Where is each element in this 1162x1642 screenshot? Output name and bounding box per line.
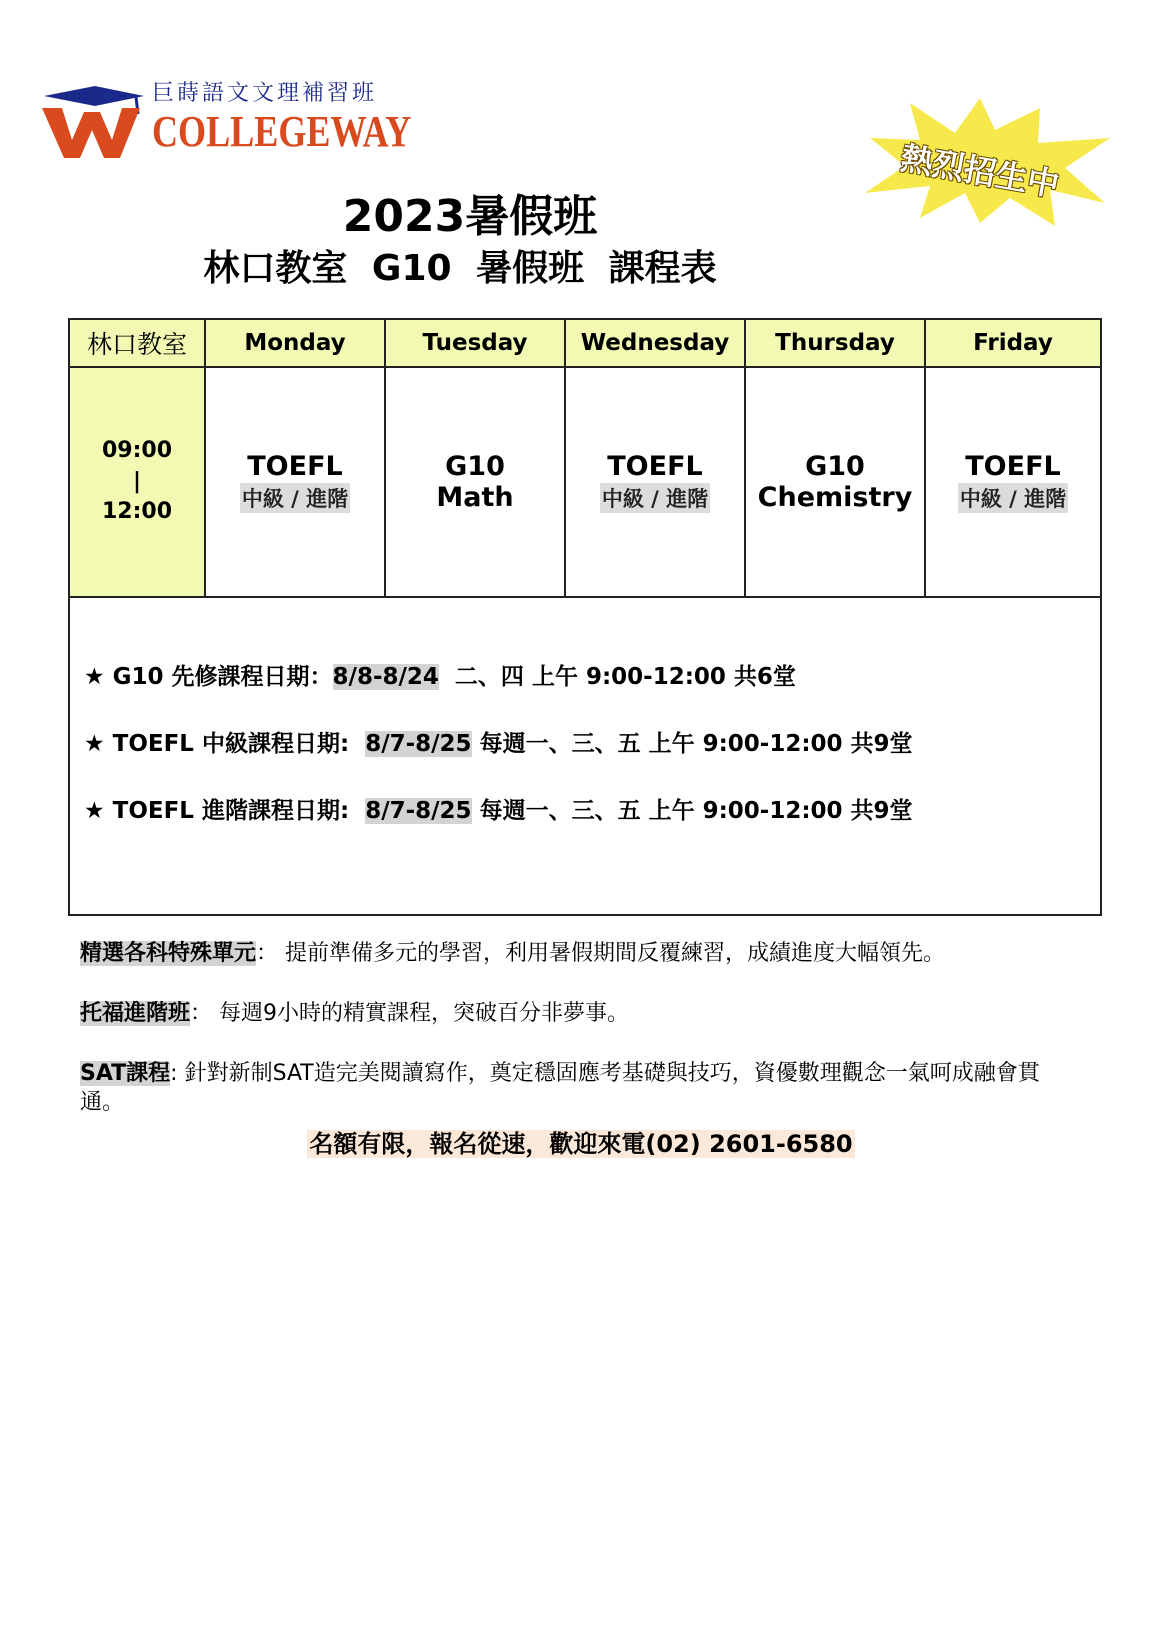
- course-tuesday: [386, 368, 566, 598]
- note-detail: 每週一、三、五 上午 9:00-12:00 共9堂: [471, 798, 913, 824]
- course-monday: [206, 368, 386, 598]
- course-level: 中級 / 進階: [958, 483, 1068, 513]
- course-title: TOEFL: [247, 451, 343, 483]
- star-icon: ★: [84, 798, 105, 824]
- day-header-tuesday: Tuesday: [386, 320, 566, 368]
- star-icon: ★: [84, 664, 105, 690]
- note-toefl-intermediate: [84, 725, 1100, 758]
- logo-chinese-name: 巨蒔語文文理補習班: [152, 81, 378, 106]
- note-label: TOEFL 中級課程日期:: [112, 731, 366, 757]
- contact-line: [0, 1124, 1162, 1159]
- promo-toefl-advanced: [80, 1000, 1080, 1029]
- course-title: TOEFL: [965, 451, 1061, 483]
- promo-label: 托福進階班: [80, 1001, 191, 1026]
- schedule-table: [68, 318, 1102, 916]
- day-header-wednesday: Wednesday: [566, 320, 746, 368]
- note-detail: 每週一、三、五 上午 9:00-12:00 共9堂: [471, 731, 913, 757]
- promo-text: : 針對新制SAT造完美閱讀寫作，奠定穩固應考基礎與技巧，資優數理觀念一氣呵成融會貫通。: [80, 1061, 1040, 1115]
- note-toefl-advanced: [84, 792, 1100, 825]
- note-g10: [84, 658, 1100, 691]
- schedule-notes: [70, 598, 1100, 825]
- star-icon: ★: [84, 731, 105, 757]
- course-title: G10 Math: [436, 450, 514, 513]
- promo-special-units: [80, 940, 1080, 969]
- badge-text: 熱烈招生中: [897, 138, 1063, 205]
- course-thursday: [746, 368, 926, 598]
- note-dates: 8/7-8/25: [365, 731, 472, 757]
- day-header-thursday: Thursday: [746, 320, 926, 368]
- promo-text: ： 提前準備多元的學習，利用暑假期間反覆練習，成績進度大幅領先。: [256, 941, 946, 966]
- course-level: 中級 / 進階: [600, 483, 710, 513]
- contact-text: 名額有限，報名從速，歡迎來電(02) 2601-6580: [309, 1130, 853, 1158]
- corner-label: 林口教室: [70, 320, 206, 368]
- course-level: 中級 / 進階: [240, 483, 350, 513]
- logo: [40, 56, 410, 166]
- promo-text: ： 每週9小時的精實課程，突破百分非夢事。: [190, 1001, 630, 1026]
- course-wednesday: [566, 368, 746, 598]
- time-separator: |: [132, 468, 142, 494]
- note-detail: 二、四 上午 9:00-12:00 共6堂: [438, 664, 796, 690]
- graduation-cap-w-icon: [40, 86, 150, 158]
- day-header-friday: Friday: [926, 320, 1100, 368]
- note-dates: 8/7-8/25: [365, 798, 472, 824]
- course-friday: [926, 368, 1100, 598]
- note-dates: 8/8-8/24: [332, 664, 439, 690]
- note-label: G10 先修課程日期：: [112, 664, 333, 690]
- page-subtitle: 林口教室 G10 暑假班 課程表: [203, 248, 717, 289]
- time-start: 09:00: [101, 437, 173, 463]
- promo-label: SAT課程: [80, 1061, 171, 1086]
- time-slot: [70, 368, 206, 598]
- note-label: TOEFL 進階課程日期:: [112, 798, 366, 824]
- logo-english-name: COLLEGEWAY: [152, 107, 412, 156]
- page-title: 2023暑假班: [342, 191, 598, 242]
- schedule-grid: [70, 320, 1100, 598]
- day-header-monday: Monday: [206, 320, 386, 368]
- course-title: G10 Chemistry: [757, 450, 913, 513]
- time-end: 12:00: [101, 499, 173, 525]
- course-title: TOEFL: [607, 451, 703, 483]
- promo-label: 精選各科特殊單元: [80, 941, 257, 966]
- promo-sat: [80, 1060, 1080, 1117]
